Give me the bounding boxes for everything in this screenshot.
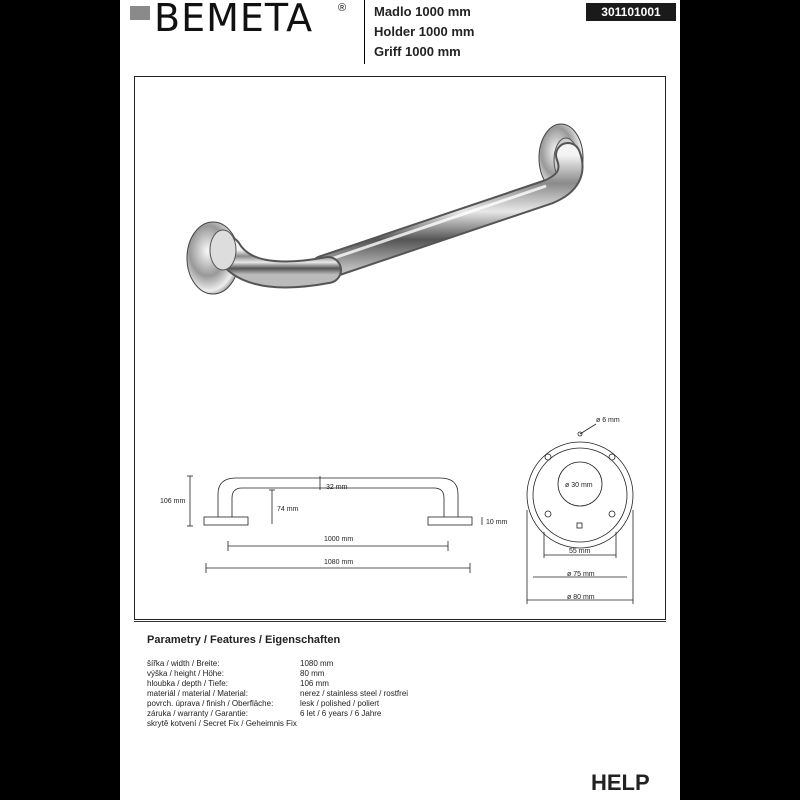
title-cz: Madlo 1000 mm — [374, 4, 471, 19]
features-table — [147, 659, 597, 729]
param-row — [147, 659, 597, 669]
param-label: výška / height / Höhe: — [147, 669, 224, 678]
param-value: nerez / stainless steel / rostfrei — [300, 689, 409, 698]
dim-hole-diameter: ø 6 mm — [596, 417, 620, 424]
param-value: 1080 mm — [300, 659, 334, 668]
dim-hole-spacing: 55 mm — [569, 548, 591, 555]
param-label: skrytě kotvení / Secret Fix / Geheimnis Fix — [147, 719, 297, 728]
param-label: povrch. úprava / finish / Oberfläche: — [147, 699, 274, 708]
title-en: Holder 1000 mm — [374, 24, 475, 39]
logo-square-icon — [130, 6, 150, 20]
section-divider — [134, 621, 666, 622]
header-divider — [364, 0, 365, 64]
dim-total-length: 1080 mm — [324, 559, 354, 566]
param-value: 6 let / 6 years / 6 Jahre — [300, 709, 382, 718]
param-row — [147, 679, 597, 689]
product-code-badge: 301101001 — [586, 3, 676, 21]
param-label: šířka / width / Breite: — [147, 659, 220, 668]
logo-text: BEMETA — [154, 0, 314, 40]
param-row — [147, 719, 597, 729]
param-row — [147, 699, 597, 709]
datasheet-page — [120, 0, 680, 800]
dim-side-height: 106 mm — [160, 498, 186, 505]
param-row — [147, 709, 597, 719]
technical-drawing — [160, 410, 640, 610]
dim-center-diameter: ø 30 mm — [565, 482, 593, 489]
title-de: Griff 1000 mm — [374, 44, 461, 59]
registered-mark: ® — [338, 2, 347, 14]
dim-inner-height: 74 mm — [277, 506, 299, 513]
dim-inner-length: 1000 mm — [324, 536, 354, 543]
param-row — [147, 669, 597, 679]
param-value: lesk / polished / poliert — [300, 699, 380, 708]
features-title: Parametry / Features / Eigenschaften — [147, 634, 341, 646]
product-photo — [168, 110, 598, 310]
dim-inner-plate-diameter: ø 75 mm — [567, 571, 595, 578]
param-label: záruka / warranty / Garantie: — [147, 709, 248, 718]
param-value: 106 mm — [300, 679, 329, 688]
param-row — [147, 689, 597, 699]
series-name: HELP — [591, 770, 650, 795]
product-titles — [374, 2, 474, 62]
bemeta-logo — [130, 2, 345, 38]
param-label: hloubka / depth / Tiefe: — [147, 679, 228, 688]
param-value: 80 mm — [300, 669, 325, 678]
dim-outer-plate-diameter: ø 80 mm — [567, 594, 595, 601]
param-label: materiál / material / Material: — [147, 689, 248, 698]
dim-tube-diameter: 32 mm — [326, 484, 348, 491]
dim-base-thickness: 10 mm — [486, 519, 508, 526]
